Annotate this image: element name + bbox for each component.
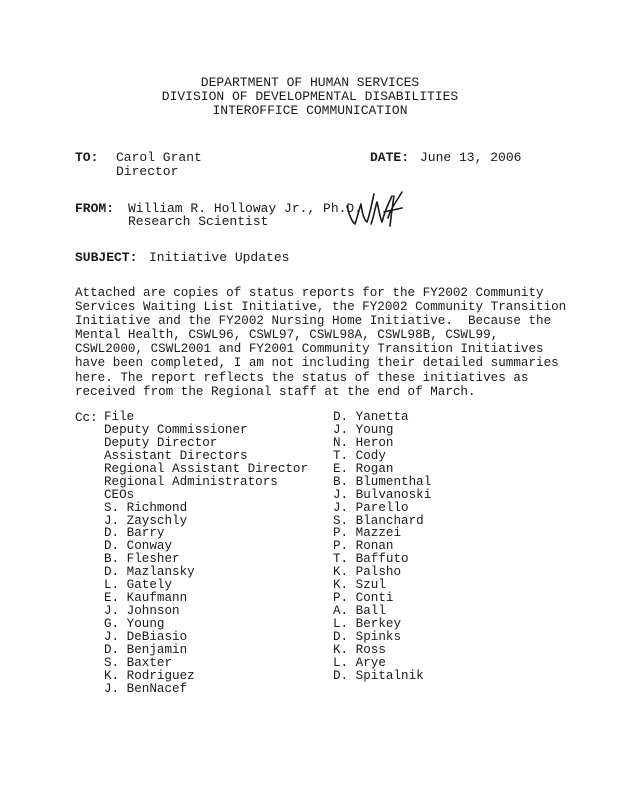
cc-recipient: S. Richmond [104,500,188,515]
cc-recipient: N. Heron [333,435,394,450]
cc-recipient: J. Bulvanoski [333,487,432,502]
from-name: William R. Holloway Jr., Ph.D. [128,201,363,216]
cc-recipient: D. Spinks [333,629,402,644]
memo-body-paragraph [75,286,595,399]
cc-recipient: Deputy Director [104,435,218,450]
cc-recipient: J. DeBiasio [104,629,188,644]
cc-recipient: K. Palsho [333,565,402,580]
cc-recipient: T. Cody [333,448,386,463]
cc-recipient: Deputy Commissioner [104,422,248,437]
cc-recipient: T. Baffuto [333,552,409,567]
cc-recipient: Regional Administrators [104,474,278,489]
body-line: CSWL2000, CSWL2001 and FY2001 Community Transition Initiatives [75,342,544,357]
cc-recipient: D. Barry [104,526,165,541]
cc-recipient: Assistant Directors [104,448,248,463]
cc-recipient: K. Ross [333,642,386,657]
department-heading: DEPARTMENT OF HUMAN SERVICES [200,75,420,90]
cc-recipient: G. Young [104,617,165,631]
division-heading: DIVISION OF DEVELOPMENTAL DISABILITIES [161,89,459,104]
cc-recipient: D. Conway [104,539,173,554]
body-line: have been completed, I am not including their detailed summaries [75,356,559,371]
cc-recipient: E. Rogan [333,461,394,476]
body-line: Initiative and the FY2002 Nursing Home Initiative. Because the [75,314,552,329]
cc-recipient: P. Ronan [333,539,394,554]
cc-recipient: D. Yanetta [333,410,409,424]
cc-list-right [333,411,431,683]
cc-recipient: File [104,410,135,424]
cc-recipient: P. Mazzei [333,526,402,541]
cc-recipient: S. Baxter [104,655,173,670]
body-line: here. The report reflects the status of these initiatives as [75,370,529,385]
cc-recipient: D. Spitalnik [333,668,424,683]
subject-value: Initiative Updates [149,250,290,265]
from-title: Research Scientist [128,214,269,229]
body-line: Mental Health, CSWL96, CSWL97, CSWL98A, CSWL98B, CSWL99, [75,328,499,343]
cc-recipient: B. Flesher [104,552,180,567]
memo-type-heading: INTEROFFICE COMMUNICATION [212,103,408,118]
date-value: June 13, 2006 [420,150,522,165]
date-label: DATE: [370,150,410,165]
cc-recipient: D. Mazlansky [104,565,195,580]
cc-recipient: J. Parello [333,500,409,515]
cc-recipient: Regional Assistant Director [104,461,309,476]
cc-recipient: J. Johnson [104,604,180,619]
from-label: FROM: [75,201,115,216]
cc-recipient: L. Gately [104,578,173,593]
cc-recipient: L. Arye [333,655,386,670]
cc-recipient: K. Rodriguez [104,668,195,683]
cc-recipient: B. Blumenthal [333,474,432,489]
cc-recipient: CEOs [104,487,135,502]
cc-recipient: J. BenNacef [104,681,188,696]
to-label: TO: [75,150,99,165]
subject-label: SUBJECT: [75,250,138,265]
cc-recipient: S. Blanchard [333,513,424,528]
cc-recipient: J. Young [333,422,394,437]
body-line: Attached are copies of status reports for the FY2002 Community [75,286,544,300]
cc-recipient: K. Szul [333,578,386,593]
cc-recipient: D. Benjamin [104,642,188,657]
cc-recipient: E. Kaufmann [104,591,188,606]
cc-recipient: A. Ball [333,604,386,619]
cc-recipient: J. Zayschly [104,513,188,528]
to-title: Director [116,164,179,179]
body-line: received from the Regional staff at the end of March. [75,384,476,399]
cc-recipient: P. Conti [333,591,394,606]
body-line: Services Waiting List Initiative, the FY2002 Community Transition [75,300,567,315]
cc-list-left [104,411,308,696]
to-name: Carol Grant [116,150,202,165]
cc-label: Cc: [75,411,98,425]
cc-recipient: L. Berkey [333,617,402,631]
handwritten-initials-signature [344,188,406,230]
